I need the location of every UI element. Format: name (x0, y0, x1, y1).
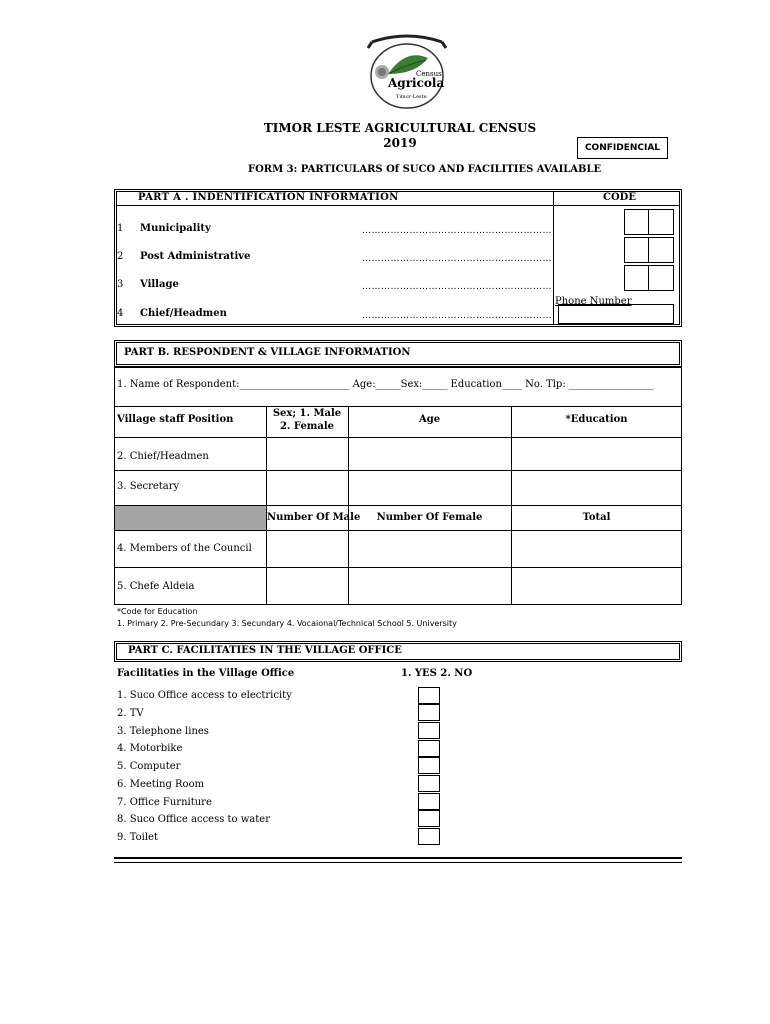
answer-box-electricity[interactable] (418, 687, 440, 704)
municipality-field[interactable]: …………………………………………………… (362, 226, 552, 236)
part-a-row-num-3: 3 (117, 279, 124, 290)
post-administrative-field[interactable]: …………………………………………………… (362, 254, 552, 264)
census-logo (358, 34, 456, 110)
answer-box-computer[interactable] (418, 757, 440, 774)
post-administrative-code-box[interactable] (624, 237, 674, 263)
part-a-row-num-2: 2 (117, 251, 124, 262)
shaded-cell (115, 506, 266, 530)
facility-toilet: 9. Toilet (117, 832, 158, 843)
bottom-divider (114, 857, 682, 863)
header-number-of-female: Number Of Female (376, 512, 483, 523)
part-a-title: PART A . INDENTIFICATION INFORMATION (138, 192, 399, 203)
municipality-label: Municipality (140, 223, 211, 234)
facility-tv: 2. TV (117, 708, 144, 719)
part-a-row-num-1: 1 (117, 223, 124, 234)
facility-office-furniture: 7. Office Furniture (117, 797, 212, 808)
chief-headmen-label: Chief/Headmen (140, 308, 227, 319)
facility-computer: 5. Computer (117, 761, 181, 772)
header-sex-line2: 2. Female (279, 421, 335, 432)
census-year: 2019 (383, 136, 417, 150)
part-c-title: PART C. FACILITATIES IN THE VILLAGE OFFICE (128, 645, 402, 656)
part-a-row-num-4: 4 (117, 308, 124, 319)
row-chefe-aldeia: 5. Chefe Aldeia (117, 581, 195, 592)
village-label: Village (140, 279, 179, 290)
header-number-of-male: Number Of Male (267, 512, 361, 523)
village-code-box[interactable] (624, 265, 674, 291)
facility-meeting-room: 6. Meeting Room (117, 779, 205, 790)
answer-box-office-furniture[interactable] (418, 793, 440, 810)
post-administrative-label: Post Administrative (140, 251, 251, 262)
phone-number-box[interactable] (558, 304, 674, 324)
row-members-of-council: 4. Members of the Council (117, 543, 252, 554)
facilities-column-header: Facilitaties in the Village Office (117, 668, 295, 679)
answer-box-meeting-room[interactable] (418, 775, 440, 792)
header-sex-line1: Sex; 1. Male (272, 408, 342, 419)
phone-number-label: Phone Number (555, 296, 632, 307)
header-age: Age (418, 414, 441, 425)
answer-box-water[interactable] (418, 810, 440, 827)
municipality-code-box[interactable] (624, 209, 674, 235)
logo-text-agricola: Agricola (388, 76, 445, 90)
answer-box-motorbike[interactable] (418, 740, 440, 757)
answer-box-tv[interactable] (418, 704, 440, 721)
row-secretary: 3. Secretary (117, 481, 180, 492)
form-title: FORM 3: PARTICULARS Of SUCO AND FACILITIES AVAILABLE (248, 164, 602, 175)
education-code-list: 1. Primary 2. Pre-Secundary 3. Secundary 4. Vocaional/Technical School 5. University (117, 619, 457, 628)
facility-electricity: 1. Suco Office access to electricity (117, 690, 292, 701)
part-b-title: PART B. RESPONDENT & VILLAGE INFORMATION (124, 347, 411, 358)
part-b-table (114, 367, 682, 605)
answer-box-toilet[interactable] (418, 828, 440, 845)
confidential-badge (577, 137, 668, 159)
census-title: TIMOR LESTE AGRICULTURAL CENSUS (263, 121, 537, 135)
yes-no-column-header: 1. YES 2. NO (401, 668, 473, 679)
logo-text-census: Census (416, 70, 442, 78)
respondent-line[interactable]: 1. Name of Respondent:______________________ Age:_____Sex:_____ Education____ No. Tlp: _________________ (117, 379, 654, 390)
village-field[interactable]: …………………………………………………… (362, 282, 552, 292)
confidential-label: CONFIDENCIAL (584, 143, 661, 153)
facility-motorbike: 4. Motorbike (117, 743, 183, 754)
chief-headmen-field[interactable]: …………………………………………………… (362, 311, 552, 321)
header-education: *Education (565, 414, 628, 425)
header-total: Total (582, 512, 611, 523)
logo-text-timor: Timor-Leste (396, 94, 427, 100)
answer-box-telephone-lines[interactable] (418, 722, 440, 739)
facility-water: 8. Suco Office access to water (117, 814, 270, 825)
education-code-note: *Code for Education (117, 607, 198, 616)
row-chief-headmen: 2. Chief/Headmen (117, 451, 209, 462)
header-village-staff-position: Village staff Position (117, 414, 234, 425)
code-label: CODE (603, 192, 636, 203)
facility-telephone-lines: 3. Telephone lines (117, 726, 209, 737)
